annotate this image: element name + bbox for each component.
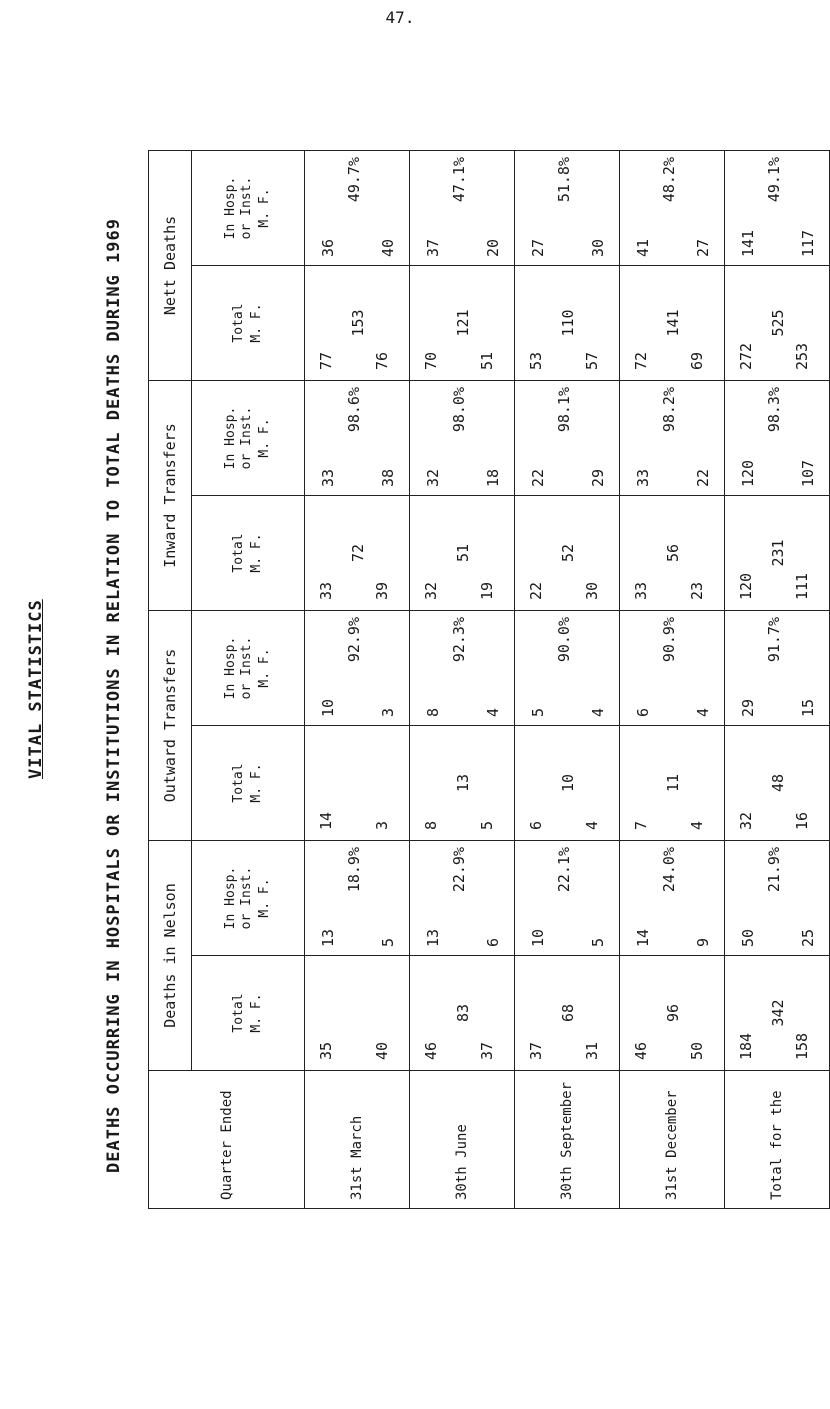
nett-hosp-cell (515, 151, 620, 266)
total-female: 33 (632, 581, 650, 600)
total-female: 77 (317, 351, 335, 370)
nelson-total-cell (305, 956, 410, 1071)
group-inward: Inward Transfers (149, 381, 192, 611)
hosp-female: 13 (424, 928, 442, 947)
table-row (515, 151, 620, 1209)
out-hosp-cell (725, 611, 830, 726)
hosp-male: 29 (589, 468, 607, 487)
hosp-female: 41 (634, 238, 652, 257)
nelson-total-cell (725, 956, 830, 1071)
total-combined: 231 (769, 539, 787, 567)
hosp-percent: 90.9% (660, 617, 678, 663)
hosp-male: 9 (694, 937, 712, 947)
hosp-female: 10 (319, 698, 337, 717)
sub-hosp-nett (192, 151, 305, 266)
hosp-male: 20 (484, 238, 502, 257)
total-combined: 141 (664, 309, 682, 337)
group-nelson: Deaths in Nelson (149, 841, 192, 1071)
hosp-male: 40 (379, 238, 397, 257)
hosp-male: 38 (379, 468, 397, 487)
total-female: 37 (527, 1041, 545, 1060)
hosp-percent: 98.0% (450, 387, 468, 433)
total-male: 37 (478, 1041, 496, 1060)
group-nett: Nett Deaths (149, 151, 192, 381)
heading-subtitle: DEATHS OCCURRING IN HOSPITALS OR INSTITUTIONS IN RELATION TO TOTAL DEATHS DURING 1969 (104, 218, 124, 1173)
total-male: 50 (688, 1041, 706, 1060)
total-female: 70 (422, 351, 440, 370)
hosp-female: 120 (739, 459, 757, 487)
sub-mf-label: M. F. (257, 878, 272, 918)
hosp-male: 5 (589, 937, 607, 947)
sub-mf-label: M. F. (257, 418, 272, 458)
total-combined: 48 (769, 773, 787, 793)
sub-hosp-label: In Hosp. (223, 866, 238, 930)
hosp-male: 4 (589, 707, 607, 717)
total-male: 111 (793, 572, 811, 600)
nett-hosp-cell (725, 151, 830, 266)
hosp-female: 37 (424, 238, 442, 257)
hosp-percent: 22.9% (450, 847, 468, 893)
hosp-female: 141 (739, 229, 757, 257)
hosp-female: 14 (634, 928, 652, 947)
out-hosp-cell (515, 611, 620, 726)
hosp-female: 6 (634, 707, 652, 717)
hosp-female: 22 (529, 468, 547, 487)
quarter-label: 31st March (305, 1071, 410, 1209)
sub-mf-label: M. F. (249, 303, 264, 343)
total-female: 72 (632, 351, 650, 370)
sub-mf-label: M. F. (249, 533, 264, 573)
sub-inst-label: or Inst. (239, 866, 254, 930)
in-total-cell (725, 496, 830, 611)
nelson-hosp-cell (410, 841, 515, 956)
nelson-total-cell (410, 956, 515, 1071)
total-male: 16 (793, 811, 811, 830)
hosp-female: 5 (529, 707, 547, 717)
sub-hosp-label: In Hosp. (223, 406, 238, 470)
nett-total-cell (515, 266, 620, 381)
hosp-percent: 24.0% (660, 847, 678, 893)
table-row (725, 151, 830, 1209)
nett-hosp-cell (410, 151, 515, 266)
total-combined: 52 (559, 543, 577, 563)
total-male: 3 (373, 820, 391, 830)
nelson-hosp-cell (305, 841, 410, 956)
sub-total-label: Total (231, 533, 246, 573)
total-male: 30 (583, 581, 601, 600)
sub-hosp-inward (192, 381, 305, 496)
hosp-percent: 98.1% (555, 387, 573, 433)
hosp-male: 15 (799, 698, 817, 717)
hosp-male: 3 (379, 707, 397, 717)
hosp-percent: 49.7% (345, 157, 363, 203)
sub-mf-label: M. F. (249, 763, 264, 803)
sub-inst-label: or Inst. (239, 636, 254, 700)
sub-hosp-label: In Hosp. (223, 636, 238, 700)
out-hosp-cell (620, 611, 725, 726)
hosp-male: 5 (379, 937, 397, 947)
in-hosp-cell (410, 381, 515, 496)
total-female: 46 (632, 1041, 650, 1060)
out-hosp-cell (410, 611, 515, 726)
total-combined: 342 (769, 999, 787, 1027)
hosp-male: 18 (484, 468, 502, 487)
total-combined: 72 (349, 543, 367, 563)
nett-total-cell (725, 266, 830, 381)
hosp-female: 33 (319, 468, 337, 487)
hosp-male: 25 (799, 928, 817, 947)
sub-total-outward (192, 726, 305, 841)
out-total-cell (305, 726, 410, 841)
hosp-male: 117 (799, 229, 817, 257)
sub-hosp-nelson (192, 841, 305, 956)
sub-total-nett (192, 266, 305, 381)
heading-title: VITAL STATISTICS (26, 599, 46, 779)
nett-total-cell (620, 266, 725, 381)
in-hosp-cell (305, 381, 410, 496)
total-female: 14 (317, 811, 335, 830)
sub-total-nelson (192, 956, 305, 1071)
in-total-cell (620, 496, 725, 611)
hosp-percent: 18.9% (345, 847, 363, 893)
sub-total-label: Total (231, 993, 246, 1033)
hosp-female: 50 (739, 928, 757, 947)
table-body (305, 151, 830, 1209)
hosp-male: 4 (484, 707, 502, 717)
page-number: 47. (385, 8, 415, 27)
total-male: 23 (688, 581, 706, 600)
total-female: 32 (737, 811, 755, 830)
sub-mf-label: M. F. (257, 648, 272, 688)
total-male: 69 (688, 351, 706, 370)
hosp-female: 27 (529, 238, 547, 257)
hosp-female: 29 (739, 698, 757, 717)
total-female: 120 (737, 572, 755, 600)
hosp-male: 107 (799, 459, 817, 487)
quarter-label: 31st December (620, 1071, 725, 1209)
hosp-percent: 49.1% (765, 157, 783, 203)
total-male: 76 (373, 351, 391, 370)
total-combined: 110 (559, 309, 577, 337)
hosp-male: 6 (484, 937, 502, 947)
total-female: 53 (527, 351, 545, 370)
hosp-male: 30 (589, 238, 607, 257)
hosp-female: 32 (424, 468, 442, 487)
in-total-cell (410, 496, 515, 611)
total-male: 51 (478, 351, 496, 370)
total-male: 31 (583, 1041, 601, 1060)
sub-total-inward (192, 496, 305, 611)
in-total-cell (305, 496, 410, 611)
total-combined: 121 (454, 309, 472, 337)
total-female: 32 (422, 581, 440, 600)
nett-total-cell (305, 266, 410, 381)
total-combined: 96 (664, 1003, 682, 1023)
quarter-label: 30th June (410, 1071, 515, 1209)
total-male: 4 (688, 820, 706, 830)
group-header-row (149, 151, 192, 1209)
total-combined: 13 (454, 773, 472, 793)
out-hosp-cell (305, 611, 410, 726)
total-female: 7 (632, 820, 650, 830)
total-combined: 51 (454, 543, 472, 563)
nett-hosp-cell (305, 151, 410, 266)
nelson-total-cell (620, 956, 725, 1071)
hosp-percent: 91.7% (765, 617, 783, 663)
total-combined: 68 (559, 1003, 577, 1023)
total-combined: 10 (559, 773, 577, 793)
in-hosp-cell (515, 381, 620, 496)
total-combined: 525 (769, 309, 787, 337)
sub-hosp-label: In Hosp. (223, 176, 238, 240)
out-total-cell (515, 726, 620, 841)
out-total-cell (410, 726, 515, 841)
sub-inst-label: or Inst. (239, 176, 254, 240)
sub-mf-label: M. F. (257, 188, 272, 228)
total-female: 46 (422, 1041, 440, 1060)
hosp-percent: 47.1% (450, 157, 468, 203)
quarter-ended-header: Quarter Ended (149, 1071, 305, 1209)
total-female: 35 (317, 1041, 335, 1060)
table-row (305, 151, 410, 1209)
nelson-total-cell (515, 956, 620, 1071)
sub-hosp-outward (192, 611, 305, 726)
out-total-cell (725, 726, 830, 841)
hosp-female: 8 (424, 707, 442, 717)
quarter-label: 30th September (515, 1071, 620, 1209)
in-total-cell (515, 496, 620, 611)
total-male: 40 (373, 1041, 391, 1060)
total-male: 158 (793, 1032, 811, 1060)
total-female: 22 (527, 581, 545, 600)
hosp-percent: 92.9% (345, 617, 363, 663)
total-male: 19 (478, 581, 496, 600)
sub-mf-label: M. F. (249, 993, 264, 1033)
total-male: 253 (793, 342, 811, 370)
sub-total-label: Total (231, 303, 246, 343)
sub-inst-label: or Inst. (239, 406, 254, 470)
hosp-percent: 92.3% (450, 617, 468, 663)
total-female: 184 (737, 1032, 755, 1060)
nelson-hosp-cell (515, 841, 620, 956)
total-female: 6 (527, 820, 545, 830)
nett-hosp-cell (620, 151, 725, 266)
table-row (410, 151, 515, 1209)
sub-total-label: Total (231, 763, 246, 803)
out-total-cell (620, 726, 725, 841)
hosp-female: 33 (634, 468, 652, 487)
hosp-percent: 90.0% (555, 617, 573, 663)
table-row (620, 151, 725, 1209)
total-combined: 153 (349, 309, 367, 337)
hosp-male: 4 (694, 707, 712, 717)
in-hosp-cell (725, 381, 830, 496)
sub-header-row (192, 151, 305, 1209)
nelson-hosp-cell (620, 841, 725, 956)
hosp-percent: 21.9% (765, 847, 783, 893)
hosp-female: 13 (319, 928, 337, 947)
hosp-percent: 48.2% (660, 157, 678, 203)
hosp-percent: 98.6% (345, 387, 363, 433)
hosp-female: 36 (319, 238, 337, 257)
hosp-percent: 51.8% (555, 157, 573, 203)
hosp-male: 27 (694, 238, 712, 257)
nelson-hosp-cell (725, 841, 830, 956)
total-male: 39 (373, 581, 391, 600)
hosp-female: 10 (529, 928, 547, 947)
quarter-label: Total for the (725, 1071, 830, 1209)
total-male: 4 (583, 820, 601, 830)
hosp-percent: 22.1% (555, 847, 573, 893)
total-female: 272 (737, 342, 755, 370)
total-combined: 83 (454, 1003, 472, 1023)
group-outward: Outward Transfers (149, 611, 192, 841)
total-combined: 56 (664, 543, 682, 563)
nett-total-cell (410, 266, 515, 381)
total-male: 57 (583, 351, 601, 370)
hosp-percent: 98.2% (660, 387, 678, 433)
in-hosp-cell (620, 381, 725, 496)
total-female: 8 (422, 820, 440, 830)
total-combined: 11 (664, 773, 682, 793)
heading-block (26, 0, 124, 1409)
total-male: 5 (478, 820, 496, 830)
total-female: 33 (317, 581, 335, 600)
hosp-percent: 98.3% (765, 387, 783, 433)
deaths-table (148, 150, 830, 1209)
hosp-male: 22 (694, 468, 712, 487)
